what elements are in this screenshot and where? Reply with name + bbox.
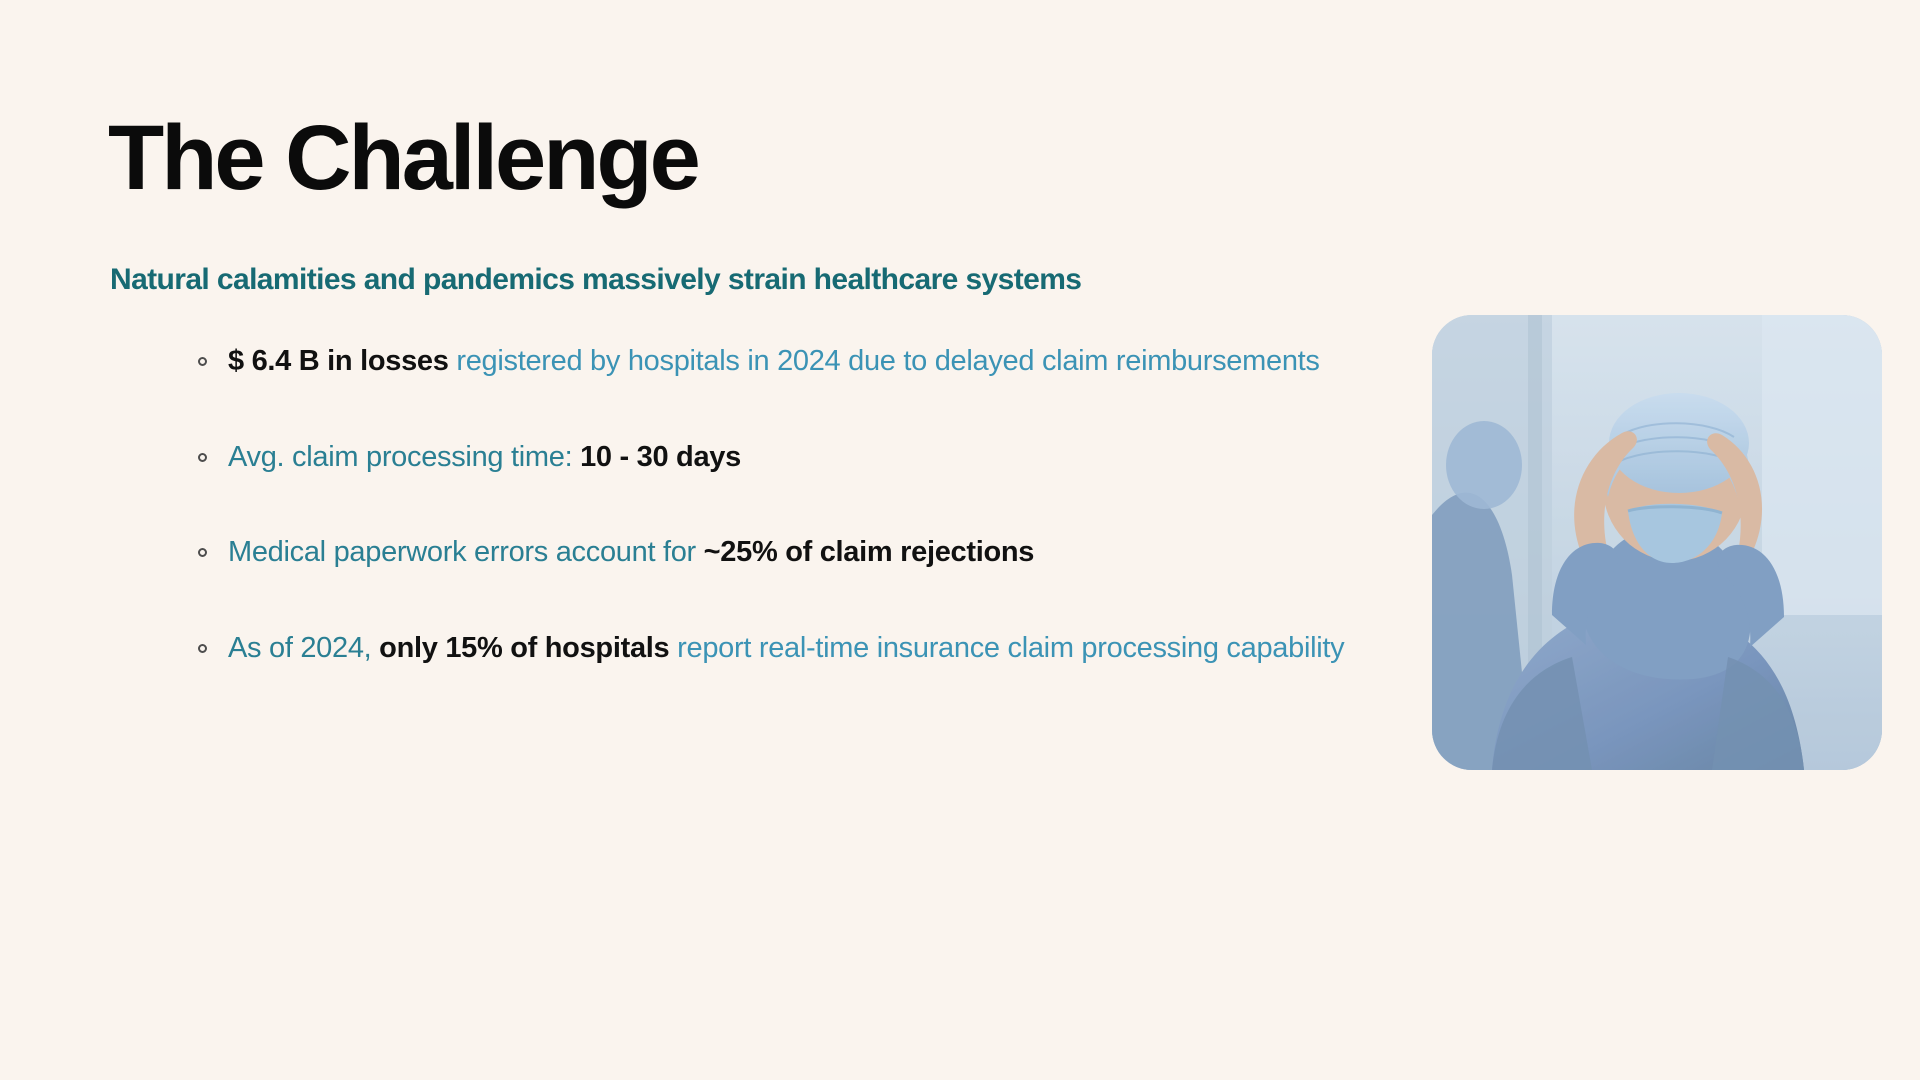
bullet-marker-icon bbox=[198, 453, 207, 462]
list-item bbox=[196, 436, 1426, 480]
bullet-marker-icon bbox=[198, 644, 207, 653]
bullet-text: Medical paperwork errors account for bbox=[228, 536, 704, 568]
bullet-emphasis: ~25% of claim rejections bbox=[703, 536, 1035, 568]
bullet-text-tail: report real-time insurance claim processing capability bbox=[669, 631, 1345, 664]
list-item bbox=[196, 627, 1426, 671]
bullet-text: As of 2024, bbox=[228, 631, 380, 664]
bullet-emphasis: 10 - 30 days bbox=[580, 440, 741, 473]
bullet-marker-icon bbox=[198, 548, 207, 557]
list-item bbox=[196, 531, 1426, 575]
bullet-emphasis: $ 6.4 B in losses bbox=[228, 345, 449, 377]
slide-subtitle: Natural calamities and pandemics massively strain healthcare systems bbox=[110, 262, 1082, 296]
bullet-list bbox=[196, 340, 1426, 670]
bullet-emphasis: only 15% of hospitals bbox=[379, 631, 670, 664]
surgeon-hands-on-head-photo bbox=[1432, 315, 1882, 770]
page-title: The Challenge bbox=[108, 106, 698, 209]
bullet-text: registered by hospitals in 2024 due to delayed claim reimbursements bbox=[448, 345, 1320, 377]
photo-illustration bbox=[1432, 315, 1882, 770]
list-item bbox=[196, 340, 1426, 384]
bullet-text: Avg. claim processing time: bbox=[228, 440, 581, 473]
bullet-marker-icon bbox=[198, 357, 207, 366]
